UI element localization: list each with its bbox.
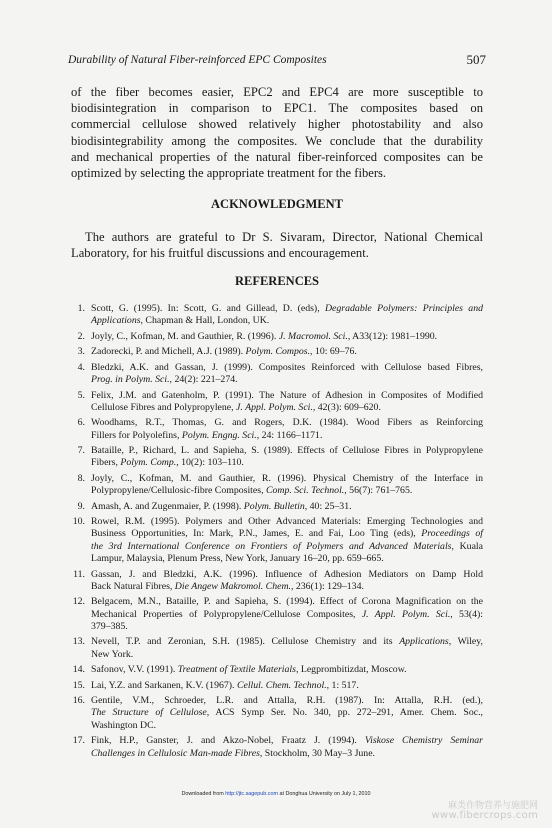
reference-line: Lampur, Malaysia, Plenum Press, New York, January 16–20, pp. 659–665.: [91, 553, 384, 565]
reference-line: Joyly, C., Kofman, M. and Gauthier, R. (1996). Physical Chemistry of the Interface in: [91, 472, 483, 484]
page-number: 507: [466, 52, 486, 67]
reference-item: [71, 596, 483, 633]
paragraph-line: optimized by selecting the appropriate treatment for the fibers.: [71, 166, 387, 181]
reference-item: [71, 569, 483, 594]
reference-line: Prog. in Polym. Sci., 24(2): 221–274.: [91, 374, 238, 386]
reference-line: Felix, J.M. and Gatenholm, P. (1991). The Nature of Adhesion in Composites of Modified: [91, 389, 483, 401]
reference-item: [71, 346, 483, 358]
references-heading: REFERENCES: [234, 274, 320, 288]
reference-number: 5.: [77, 389, 85, 401]
reference-item: [71, 303, 483, 328]
reference-item: [71, 735, 483, 760]
reference-line: Joyly, C., Kofman, M. and Gauthier, R. (1996). J. Macromol. Sci., A33(12): 1981–1990.: [91, 330, 438, 342]
acknowledgment-heading: ACKNOWLEDGMENT: [211, 197, 343, 211]
reference-number: 4.: [77, 361, 85, 373]
reference-item: [71, 680, 483, 692]
reference-line: Cellulose Fibres and Polypropylene, J. Appl. Polym. Sci., 42(3): 609–620.: [91, 401, 381, 413]
conclusion-paragraph: [71, 84, 483, 181]
reference-item: [71, 390, 483, 415]
reference-number: 12.: [72, 596, 85, 608]
reference-line: Polypropylene/Cellulosic-fibre Composites, Comp. Sci. Technol., 56(7): 761–765.: [91, 485, 413, 497]
reference-line: Scott, G. (1995). In: Scott, G. and Gillead, D. (eds), Degradable Polymers: Principles and: [91, 303, 484, 314]
reference-line: The Structure of Cellulose, ACS Symp Ser. No. 340, pp. 272–291, Amer. Chem. Soc.,: [91, 707, 483, 719]
reference-line: Rowel, R.M. (1995). Polymers and Other Advanced Materials: Emerging Technologies and: [91, 516, 483, 528]
reference-number: 7.: [77, 445, 85, 457]
reference-number: 1.: [77, 303, 85, 314]
reference-item: [71, 695, 483, 732]
reference-item: [71, 516, 483, 565]
reference-number: 15.: [72, 679, 85, 691]
reference-number: 2.: [77, 330, 85, 342]
reference-line: Washington DC.: [91, 719, 157, 731]
reference-line: the 3rd International Conference on Frontiers of Polymers and Advanced Materials, Kuala: [91, 540, 483, 552]
download-footer: [0, 791, 552, 797]
reference-line: Applications, Chapman & Hall, London, UK.: [91, 315, 270, 327]
reference-line: Bataille, P., Richard, L. and Sapieha, S. (1989). Effects of Cellulose Fibres in Polypropylene: [91, 445, 483, 457]
reference-line: Fibers, Polym. Comp., 10(2): 103–110.: [91, 457, 244, 469]
reference-number: 6.: [77, 417, 85, 429]
reference-line: Fillers for Polyolefins, Polym. Engng. Sci., 24: 1166–1171.: [91, 429, 323, 441]
reference-line: Nevell, T.P. and Zeronian, S.H. (1985). Cellulose Chemistry and its Applications, Wiley,: [91, 636, 483, 648]
reference-item: [71, 501, 483, 513]
reference-number: 16.: [72, 695, 85, 707]
reference-line: Amash, A. and Zugenmaier, P. (1998). Polym. Bulletin, 40: 25–31.: [91, 500, 352, 512]
reference-number: 10.: [72, 516, 85, 528]
reference-item: [71, 362, 483, 387]
reference-number: 3.: [77, 346, 85, 358]
acknowledgment-line: The authors are grateful to Dr S. Sivaram, Director, National Chemical: [85, 230, 483, 244]
paragraph-line: commercial cellulose showed relatively higher photostability and also: [71, 117, 483, 132]
reference-line: Lai, Y.Z. and Sarkanen, K.V. (1967). Cellul. Chem. Technol., 1: 517.: [91, 679, 359, 691]
reference-line: New York.: [91, 648, 134, 660]
references-list: [71, 303, 483, 763]
reference-number: 11.: [73, 568, 85, 580]
reference-line: Fink, H.P., Ganster, J. and Akzo-Nobel, Fraatz J. (1994). Viskose Chemistry Seminar: [91, 735, 483, 747]
footer-suffix: at Donghua University on July 1, 2010: [277, 791, 371, 797]
reference-line: Safonov, V.V. (1991). Treatment of Textile Materials, Legprombitizdat, Moscow.: [91, 664, 407, 676]
reference-line: 379–385.: [91, 620, 128, 632]
reference-item: [71, 445, 483, 470]
running-title: Durability of Natural Fiber-reinforced EPC Composites: [68, 54, 327, 66]
paragraph-line: and mechanical properties of the natural fiber-reinforced composites can be: [71, 149, 483, 164]
reference-line: Gassan, J. and Bledzki, A.K. (1996). Influence of Adhesion Mediators on Damp Hold: [91, 568, 483, 580]
reference-line: Back Natural Fibres, Die Angew Makromol. Chem., 236(1): 129–134.: [91, 580, 364, 592]
reference-item: [71, 636, 483, 661]
reference-item: [71, 331, 483, 343]
footer-prefix: Downloaded from: [181, 791, 226, 797]
reference-line: Mechanical Properties of Polypropylene/Cellulose Composites, J. Appl. Polym. Sci., 53(4):: [91, 608, 483, 620]
reference-line: Woodhams, R.T., Thomas, G. and Rogers, D.K. (1984). Wood Fibers as Reinforcing: [91, 417, 483, 429]
reference-item: [71, 664, 483, 676]
reference-line: Zadorecki, P. and Michell, A.J. (1989). Polym. Compos., 10: 69–76.: [91, 346, 357, 358]
reference-line: Business Opportunities, In: Mark, P.N., James, E. and Fai, Loo Ting (eds), Proceedings of: [91, 528, 483, 540]
acknowledgment-text: [71, 229, 483, 261]
reference-item: [71, 417, 483, 442]
reference-line: Belgacem, M.N., Bataille, P. and Sapieha, S. (1994). Effect of Corona Magnification on the: [91, 596, 483, 608]
paragraph-line: biodisintegrability among the composites. We conclude that the durability: [71, 133, 483, 148]
acknowledgment-line: Laboratory, for his fruitful discussions and encouragement.: [71, 246, 369, 261]
footer-link[interactable]: http://jtc.sagepub.com: [225, 791, 278, 797]
watermark-url: www.fibercrops.com: [431, 810, 538, 821]
reference-line: Gentile, V.M., Schroeder, L.R. and Attalla, R.H. (1987). In: Attalla, R.H. (ed.),: [91, 695, 483, 707]
watermark-chinese: 麻类作物营养与施肥网: [447, 801, 538, 811]
reference-number: 9.: [77, 500, 85, 512]
reference-number: 8.: [77, 472, 85, 484]
reference-line: Challenges in Cellulosic Man-made Fibres, Stockholm, 30 May–3 June.: [91, 747, 375, 759]
reference-item: [71, 473, 483, 498]
reference-number: 17.: [72, 735, 85, 747]
reference-number: 13.: [72, 636, 85, 648]
reference-number: 14.: [72, 664, 85, 676]
paragraph-line: of the fiber becomes easier, EPC2 and EPC4 are more susceptible to: [71, 85, 483, 99]
paragraph-line: biodisintegration in comparison to EPC1. The composites based on: [71, 101, 483, 116]
reference-line: Bledzki, A.K. and Gassan, J. (1999). Composites Reinforced with Cellulose based Fibres,: [91, 361, 483, 373]
